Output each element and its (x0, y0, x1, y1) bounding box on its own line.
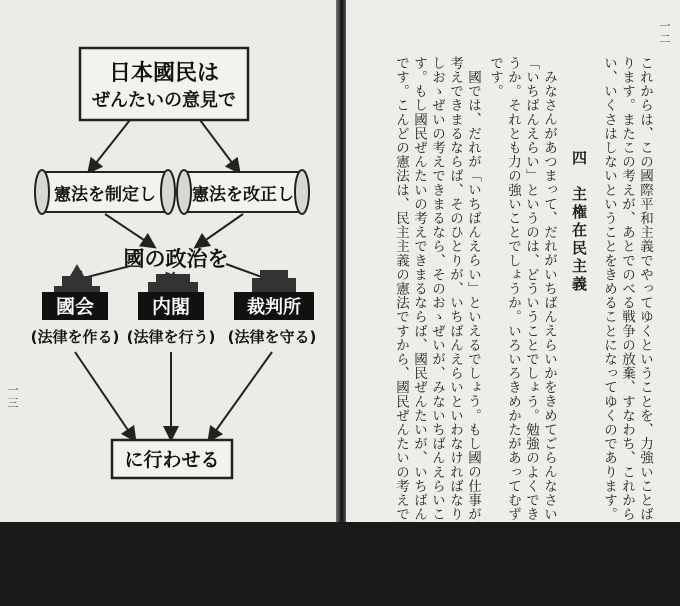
book-gutter (336, 0, 346, 522)
diet-role: (法律を作る) (30, 328, 120, 346)
left-page (0, 0, 336, 522)
arrow-diet-to-execute (75, 352, 132, 436)
text-line: しおゝぜいの考えできまるなら、そのおゝぜいが、みないちばんえらいことになりま (429, 56, 445, 592)
diet-building-icon (54, 264, 100, 292)
section-heading: 四 主権在民主義 (570, 150, 588, 294)
text-line: ります。またこの考えが、あとでのべる戦争の放棄、すなわち、これからは、いっさ (619, 56, 635, 592)
cabinet-label: 内閣 (151, 296, 191, 318)
right-page (346, 0, 680, 606)
arrow-amend-to-politics (200, 214, 243, 244)
text-line: 國では、だれが「いちばんえらい」といえるでしょう。もし國の仕事が、ひとりの (465, 70, 481, 592)
text-line: これからは、この國際平和主義でやってゆくということを、力強いことばで書いてあ (637, 56, 653, 592)
government-structure-diagram (0, 0, 336, 522)
cabinet-role: (法律を行う) (126, 328, 216, 346)
text-line: 考えできまるならば、そのひとりが、いちばんえらいといわなければなりません。も (447, 56, 463, 592)
text-line: い、いくさはしないということをきめることになってゆくのであります。 (601, 56, 617, 522)
court-label: 裁判所 (247, 297, 301, 318)
text-line: です。 (487, 56, 503, 99)
text-line: す。もし國民ぜんたいの考えできまるならば、國民ぜんたいが、いちばんえらいの (411, 56, 427, 578)
scroll-amend (177, 170, 309, 214)
scroll-amend-label: 憲法を改正し (192, 185, 294, 205)
top-line-1: 日本國民は (108, 61, 220, 86)
scroll-enact-label: 憲法を制定し (54, 185, 156, 205)
right-page-number: 一二 (658, 20, 671, 46)
diet-label: 國会 (55, 296, 95, 318)
court-role: (法律を守る) (227, 328, 317, 346)
arrow-to-enact (92, 120, 130, 168)
bottom-label: に行わせる (124, 449, 220, 471)
text-line: みなさんがあつまって、だれがいちばんえらいかをきめてごらんなさい。いったい、 (541, 70, 557, 606)
arrow-to-amend (200, 120, 236, 168)
politics-label: 國の政治を (123, 247, 229, 271)
text-line: うか。それとも力の強いことでしょうか。いろいろきめかたがあってむずかしいこと (505, 56, 521, 592)
arrow-enact-to-politics (105, 214, 150, 244)
scroll-enact (35, 170, 175, 214)
text-line: です。こんどの憲法は、民主主義の憲法ですから、國民ぜんたいの考えで國を治めて (393, 56, 409, 592)
arrow-court-to-execute (212, 352, 272, 436)
cabinet-building-icon (148, 274, 198, 292)
left-page-number: 一三 (6, 384, 19, 410)
text-line: 「いちばんえらい」というのは、どういうことでしょう。勉強のよくできることでしょ (523, 56, 539, 606)
top-line-2: ぜんたいの意見で (92, 90, 236, 111)
court-building-icon (252, 270, 296, 292)
